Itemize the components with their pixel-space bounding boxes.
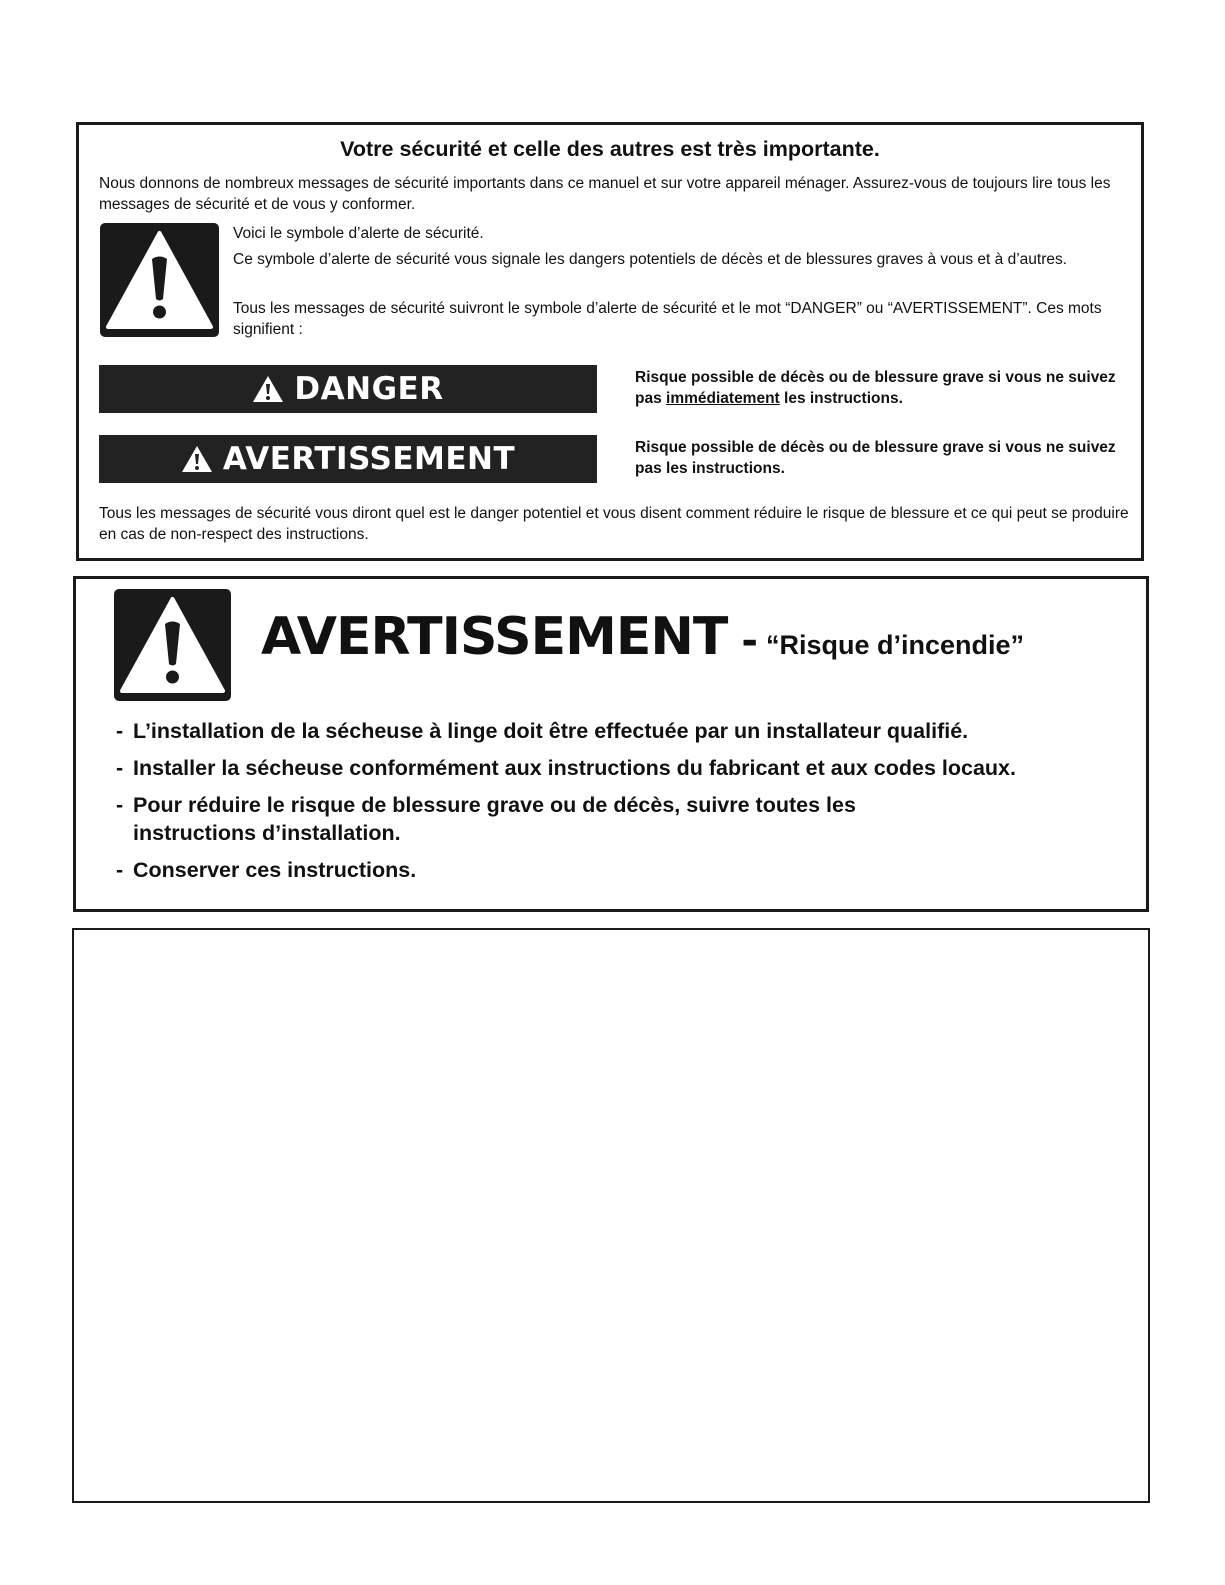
- alert-meaning-line: Ce symbole d’alerte de sécurité vous signale les dangers potentiels de décès et de blessures graves à vous et à d’autres.: [233, 251, 1068, 268]
- list-item: - Conserver ces instructions.: [116, 858, 417, 882]
- safety-box: [76, 122, 1144, 561]
- fire-warning-subtitle: “Risque d’incendie”: [765, 630, 1025, 660]
- warning-definition: Risque possible de décès ou de blessure grave si vous ne suivez pas les instructions.: [635, 439, 1116, 477]
- warning-triangle-icon: [252, 375, 284, 403]
- danger-definition: Risque possible de décès ou de blessure grave si vous ne suivez pas immédiatement les instructions.: [635, 369, 1116, 407]
- safety-intro: Nous donnons de nombreux messages de sécurité importants dans ce manuel et sur votre appareil ménager. Assurez-vous de toujours lire tous les messages de sécurité et de vous y conformer.: [99, 175, 1111, 213]
- alert-symbol-line: Voici le symbole d’alerte de sécurité.: [233, 225, 484, 242]
- safety-outro: Tous les messages de sécurité vous diront quel est le danger potentiel et vous disent comment réduire le risque de blessure et ce qui peut se produire en cas de non-respect des instructions.: [99, 505, 1129, 543]
- warning-triangle-icon: [114, 589, 231, 701]
- fire-warning-dash: -: [741, 618, 758, 664]
- fire-warning-list: [116, 717, 1136, 893]
- list-item: - Pour réduire le risque de blessure grave ou de décès, suivre toutes les instructions d’installation.: [116, 793, 856, 845]
- fire-warning-title: AVERTISSEMENT: [261, 607, 728, 667]
- warning-triangle-icon: [181, 445, 213, 473]
- warning-label: AVERTISSEMENT: [222, 441, 516, 477]
- warning-label-bar: [99, 435, 597, 483]
- list-item: - Installer la sécheuse conformément aux instructions du fabricant et aux codes locaux.: [116, 756, 1016, 780]
- warning-triangle-icon: [100, 223, 219, 337]
- danger-label-bar: [99, 365, 597, 413]
- fire-warning-heading: [261, 607, 1024, 667]
- safety-title: Votre sécurité et celle des autres est très importante.: [340, 137, 880, 161]
- fire-warning-box: [73, 576, 1149, 912]
- alert-words-line: Tous les messages de sécurité suivront le symbole d’alerte de sécurité et le mot “DANGER” ou “AVERTISSEMENT”. Ces mots signifient :: [233, 300, 1102, 338]
- empty-frame: [72, 928, 1150, 1503]
- danger-label: DANGER: [294, 371, 444, 407]
- list-item: - L’installation de la sécheuse à linge doit être effectuée par un installateur qualifié.: [116, 719, 969, 743]
